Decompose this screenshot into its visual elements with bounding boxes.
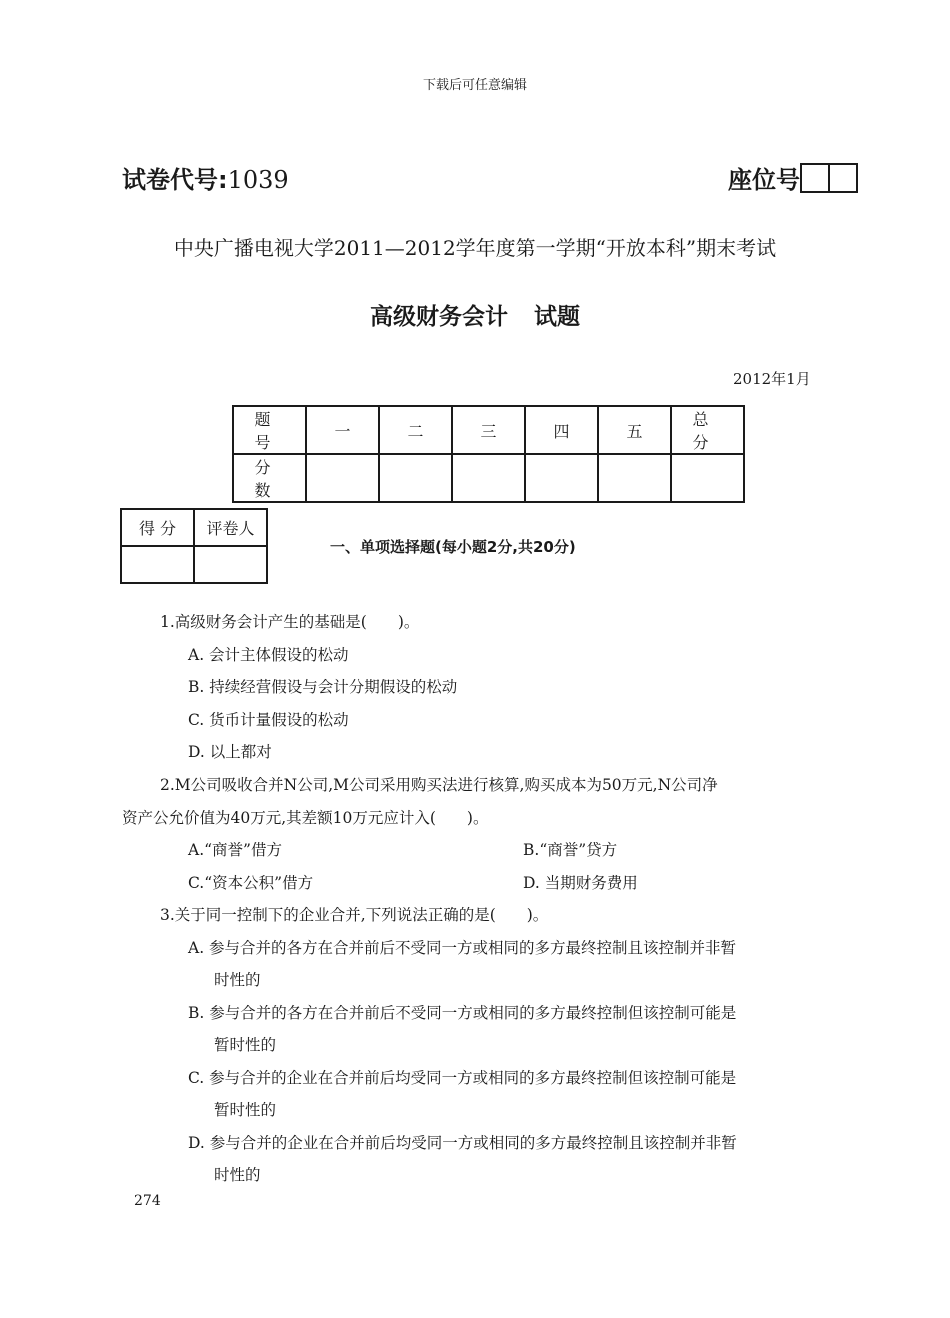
option-text: B. 持续经营假设与会计分期假设的松动 xyxy=(188,678,458,696)
option-text-continued: 时性的 xyxy=(214,971,261,989)
grader-table xyxy=(120,508,268,584)
option-text: A.“商誉”借方 xyxy=(188,841,282,859)
grader-input-cell[interactable] xyxy=(121,546,194,583)
score-cell: 二 xyxy=(379,406,452,454)
option-text-continued: 时性的 xyxy=(214,1166,261,1184)
option-text: A. 会计主体假设的松动 xyxy=(188,646,349,664)
score-input-cell[interactable] xyxy=(452,454,525,502)
exam-code-value: 1039 xyxy=(227,166,289,194)
university-line: 中央广播电视大学2011—2012学年度第一学期“开放本科”期末考试 xyxy=(173,236,777,260)
option-text: C. 参与合并的企业在合并前后均受同一方或相同的多方最终控制但该控制可能是 xyxy=(188,1069,737,1087)
option-text: A. 参与合并的各方在合并前后不受同一方或相同的多方最终控制且该控制并非暂 xyxy=(188,939,737,957)
exam-code xyxy=(122,160,289,195)
exam-date: 2012年1月 xyxy=(733,370,811,388)
score-cell: 分 数 xyxy=(233,454,306,502)
option-text: B.“商誉”贷方 xyxy=(523,841,618,859)
section-title: 一、单项选择题(每小题2分,共20分) xyxy=(330,538,576,556)
seat-box xyxy=(800,163,830,193)
question-stem-continued: 资产公允价值为40万元,其差额10万元应计入( )。 xyxy=(122,809,489,827)
grader-table-row xyxy=(121,509,267,546)
page-number: 274 xyxy=(134,1193,161,1209)
score-input-cell[interactable] xyxy=(671,454,744,502)
subject-title: 高级财务会计 试题 xyxy=(369,304,580,330)
question-stem: 2.M公司吸收合并N公司,M公司采用购买法进行核算,购买成本为50万元,N公司净 xyxy=(160,776,718,794)
score-table-row xyxy=(233,406,744,454)
score-cell: 三 xyxy=(452,406,525,454)
option-text: C.“资本公积”借方 xyxy=(188,874,314,892)
option-text: B. 参与合并的各方在合并前后不受同一方或相同的多方最终控制但该控制可能是 xyxy=(188,1004,737,1022)
score-cell: 五 xyxy=(598,406,671,454)
score-cell: 题 号 xyxy=(233,406,306,454)
grader-input-cell[interactable] xyxy=(194,546,267,583)
seat-number xyxy=(728,160,858,195)
score-table xyxy=(232,405,745,503)
grader-header: 得 分 xyxy=(121,509,194,546)
score-table-row xyxy=(233,454,744,502)
grader-table-row xyxy=(121,546,267,583)
score-cell: 四 xyxy=(525,406,598,454)
score-input-cell[interactable] xyxy=(525,454,598,502)
option-text: D. 以上都对 xyxy=(188,743,272,761)
watermark-text: 下载后可任意编辑 xyxy=(422,78,527,93)
seat-boxes xyxy=(802,163,858,193)
exam-code-label: 试卷代号: xyxy=(122,166,228,194)
option-text-continued: 暂时性的 xyxy=(214,1101,277,1119)
seat-label: 座位号 xyxy=(728,166,800,194)
seat-box xyxy=(828,163,858,193)
option-text: D. 当期财务费用 xyxy=(523,874,638,892)
score-cell: 总 分 xyxy=(671,406,744,454)
option-text-continued: 暂时性的 xyxy=(214,1036,277,1054)
question-stem: 1.高级财务会计产生的基础是( )。 xyxy=(160,613,420,631)
score-input-cell[interactable] xyxy=(379,454,452,502)
question-stem: 3.关于同一控制下的企业合并,下列说法正确的是( )。 xyxy=(160,906,549,924)
score-cell: 一 xyxy=(306,406,379,454)
score-input-cell[interactable] xyxy=(598,454,671,502)
option-text: D. 参与合并的企业在合并前后均受同一方或相同的多方最终控制且该控制并非暂 xyxy=(188,1134,737,1152)
option-text: C. 货币计量假设的松动 xyxy=(188,711,349,729)
grader-header: 评卷人 xyxy=(194,509,267,546)
score-input-cell[interactable] xyxy=(306,454,379,502)
